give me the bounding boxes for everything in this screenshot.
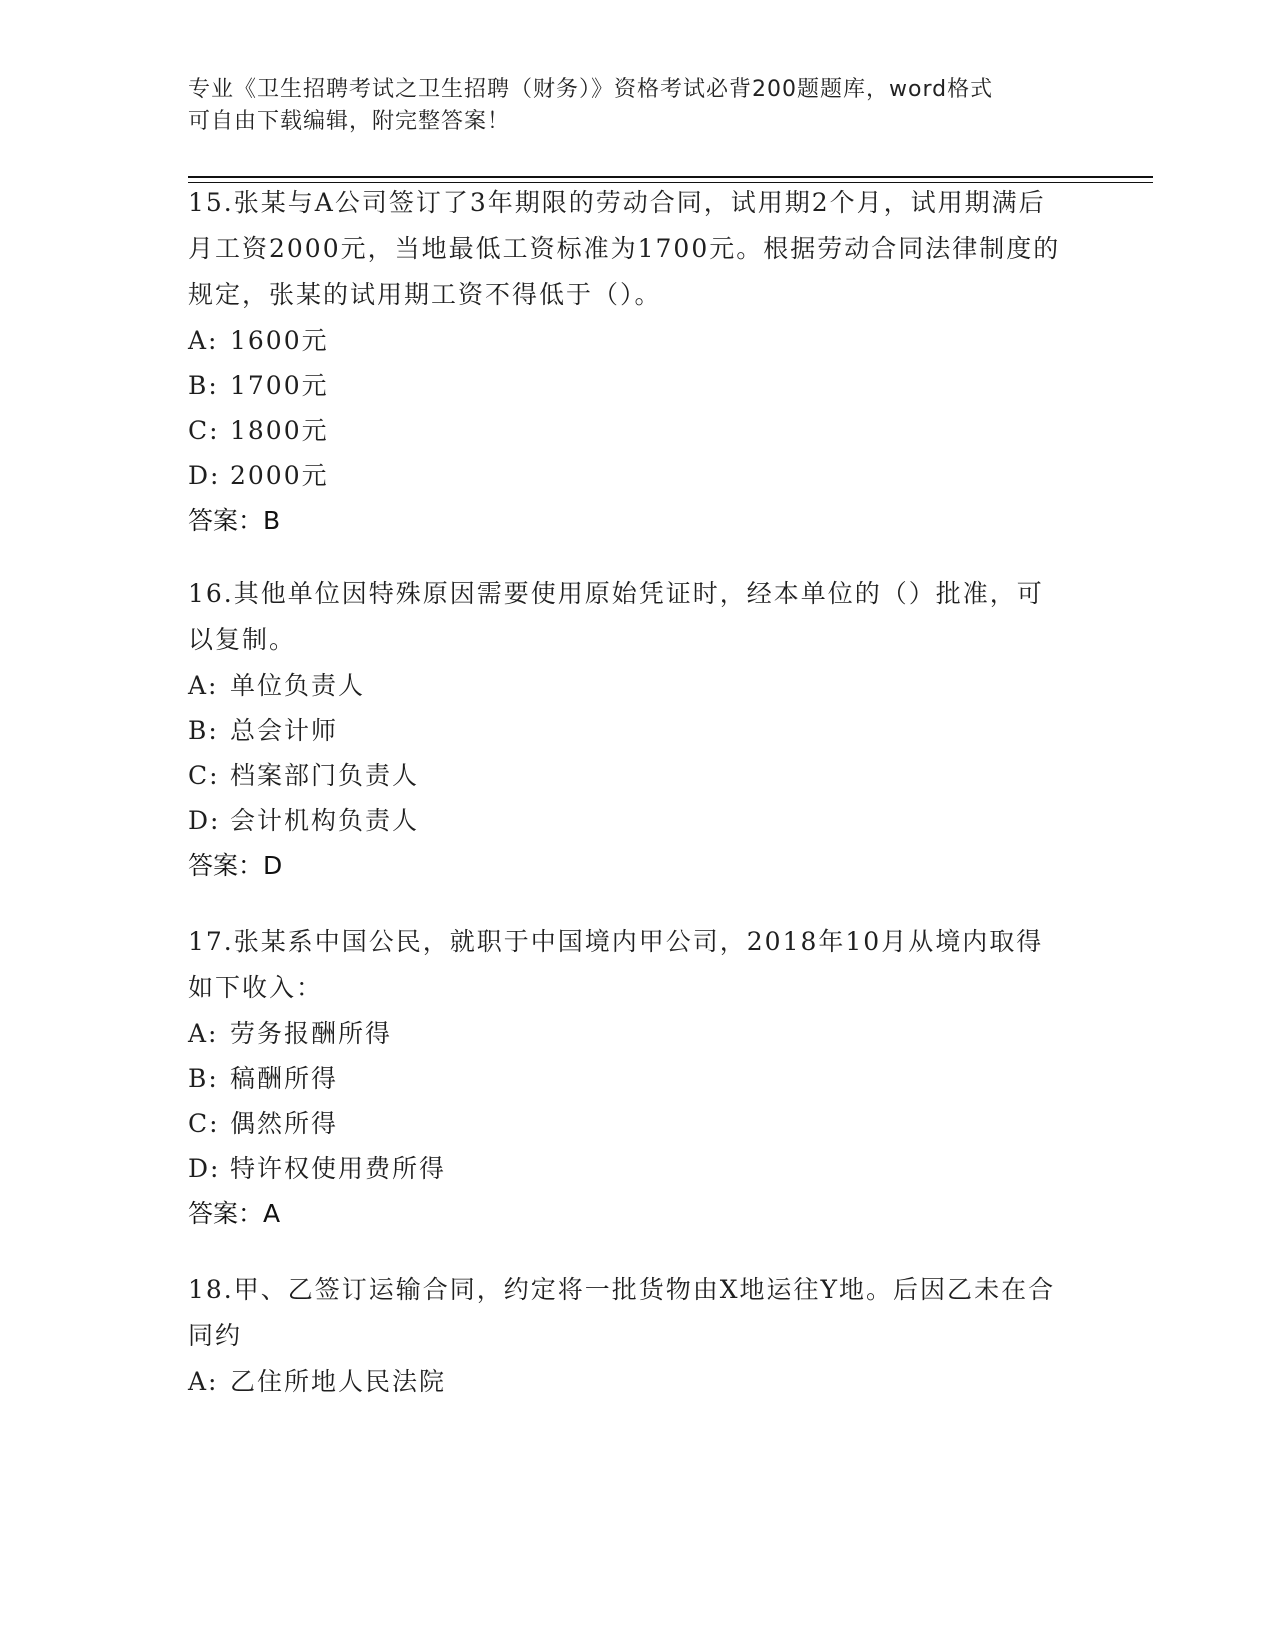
question-17 <box>188 919 1068 1237</box>
option-text: 1800元 <box>230 416 329 445</box>
option-text: 偶然所得 <box>230 1109 339 1138</box>
option-c <box>188 753 1068 798</box>
header-line-2: 可自由下载编辑，附完整答案！ <box>188 109 511 134</box>
option-key: B: <box>188 371 219 400</box>
option-d <box>188 1146 1068 1191</box>
answer-line: 答案：D <box>188 851 283 880</box>
option-key: C: <box>188 1109 220 1138</box>
option-d <box>188 798 1068 843</box>
option-text: 单位负责人 <box>230 671 366 700</box>
option-c <box>188 1101 1068 1146</box>
question-text: 15.张某与A公司签订了3年期限的劳动合同，试用期2个月，试用期满后月工资2000元，当地最低工资标准为1700元。根据劳动合同法律制度的规定，张某的试用期工资不得低于（）。 <box>188 188 1061 309</box>
option-key: A: <box>188 1367 219 1396</box>
option-text: 2000元 <box>230 461 329 490</box>
option-key: D: <box>188 806 221 835</box>
option-key: B: <box>188 1064 219 1093</box>
option-key: A: <box>188 671 219 700</box>
option-b <box>188 363 1068 408</box>
option-key: C: <box>188 416 220 445</box>
answer-line: 答案：B <box>188 506 281 535</box>
option-key: B: <box>188 716 219 745</box>
question-text: 18.甲、乙签订运输合同，约定将一批货物由X地运往Y地。后因乙未在合同约 <box>188 1275 1056 1350</box>
question-16 <box>188 571 1068 889</box>
option-key: C: <box>188 761 220 790</box>
option-text: 总会计师 <box>230 716 339 745</box>
option-d <box>188 453 1068 498</box>
option-text: 1700元 <box>230 371 329 400</box>
option-c <box>188 408 1068 453</box>
option-b <box>188 1056 1068 1101</box>
option-a <box>188 318 1068 363</box>
option-key: A: <box>188 326 219 355</box>
question-text: 16.其他单位因特殊原因需要使用原始凭证时，经本单位的（）批准，可以复制。 <box>188 579 1044 654</box>
option-text: 特许权使用费所得 <box>230 1154 447 1183</box>
option-a <box>188 1359 1068 1404</box>
option-a <box>188 663 1068 708</box>
option-text: 档案部门负责人 <box>230 761 420 790</box>
option-text: 乙住所地人民法院 <box>230 1367 447 1396</box>
option-a <box>188 1011 1068 1056</box>
question-15 <box>188 180 1068 544</box>
option-key: D: <box>188 461 221 490</box>
option-key: A: <box>188 1019 219 1048</box>
option-b <box>188 708 1068 753</box>
document-header <box>188 74 1088 138</box>
question-18 <box>188 1267 1068 1404</box>
header-divider-thick <box>188 176 1153 178</box>
option-key: D: <box>188 1154 221 1183</box>
question-text: 17.张某系中国公民，就职于中国境内甲公司，2018年10月从境内取得如下收入： <box>188 927 1044 1002</box>
option-text: 会计机构负责人 <box>230 806 420 835</box>
option-text: 1600元 <box>230 326 329 355</box>
answer-line: 答案：A <box>188 1199 281 1228</box>
header-line-1: 专业《卫生招聘考试之卫生招聘（财务）》资格考试必背200题题库，word格式 <box>188 77 994 102</box>
option-text: 劳务报酬所得 <box>230 1019 393 1048</box>
option-text: 稿酬所得 <box>230 1064 339 1093</box>
